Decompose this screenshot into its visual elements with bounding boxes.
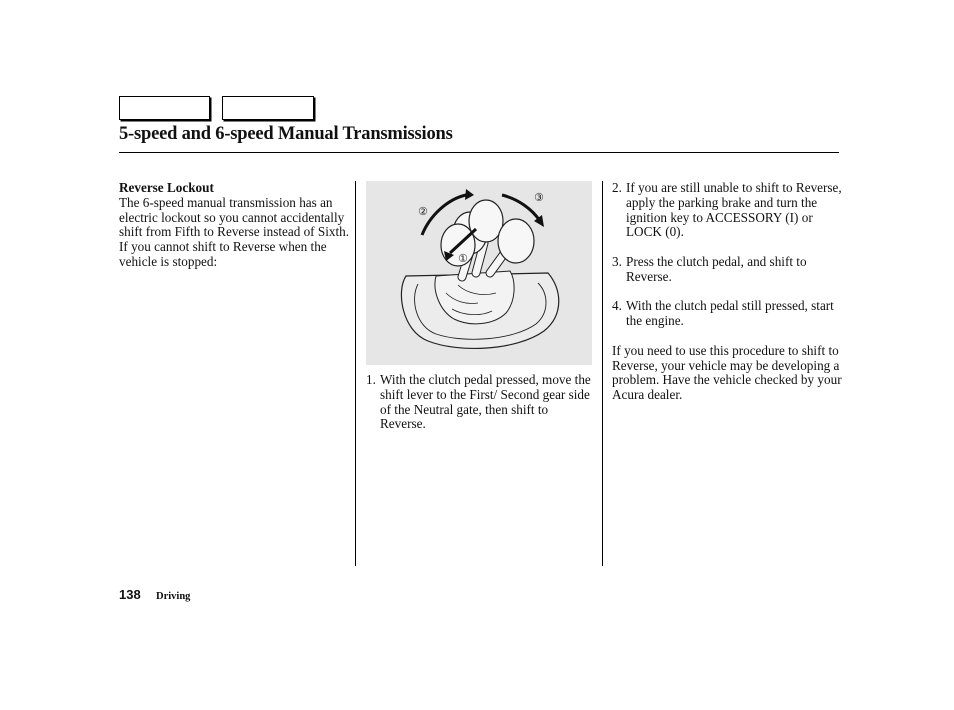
left-column xyxy=(119,181,351,270)
section-name: Driving xyxy=(156,591,191,602)
callout-3: ③ xyxy=(534,191,544,204)
step-3 xyxy=(612,255,844,285)
step-text: With the clutch pedal still pressed, start the engine. xyxy=(626,298,834,329)
intro-paragraph: The 6-speed manual transmission has an electric lockout so you cannot accidentally shift from Fifth to Reverse instead of Sixth. If you cannot shift to Reverse when the vehicle is stopped: xyxy=(119,194,350,269)
nav-button-index[interactable] xyxy=(222,96,314,120)
shift-lever-illustration xyxy=(366,181,592,365)
step-2 xyxy=(612,181,844,240)
step-number: 1. xyxy=(366,372,376,387)
step-number: 3. xyxy=(612,253,622,269)
step-1 xyxy=(366,373,596,432)
page-title: 5-speed and 6-speed Manual Transmissions xyxy=(119,124,453,144)
callout-1: ① xyxy=(458,252,468,265)
step-text: With the clutch pedal pressed, move the shift lever to the First/ Second gear side of the Neutral gate, then shift to Reverse. xyxy=(380,372,591,432)
middle-column xyxy=(366,373,596,447)
step-4 xyxy=(612,299,844,329)
closing-paragraph: If you need to use this procedure to shift to Reverse, your vehicle may be developing a problem. Have the vehicle checked by your Acura dealer. xyxy=(612,342,842,403)
title-divider xyxy=(119,152,839,153)
column-divider-1 xyxy=(355,181,356,566)
nav-button-main-menu[interactable] xyxy=(119,96,210,120)
step-text: Press the clutch pedal, and shift to Reverse. xyxy=(626,253,807,284)
callout-2: ② xyxy=(418,205,428,218)
shift-lever-icon xyxy=(366,181,592,365)
right-column xyxy=(612,181,844,403)
section-subheading: Reverse Lockout xyxy=(119,180,214,195)
column-divider-2 xyxy=(602,181,603,566)
page-number: 138 xyxy=(119,587,141,602)
step-number: 2. xyxy=(612,180,622,195)
step-number: 4. xyxy=(612,298,622,314)
step-text: If you are still unable to shift to Reverse, apply the parking brake and turn the ignition key to ACCESSORY (I) or LOCK (0). xyxy=(626,180,842,240)
